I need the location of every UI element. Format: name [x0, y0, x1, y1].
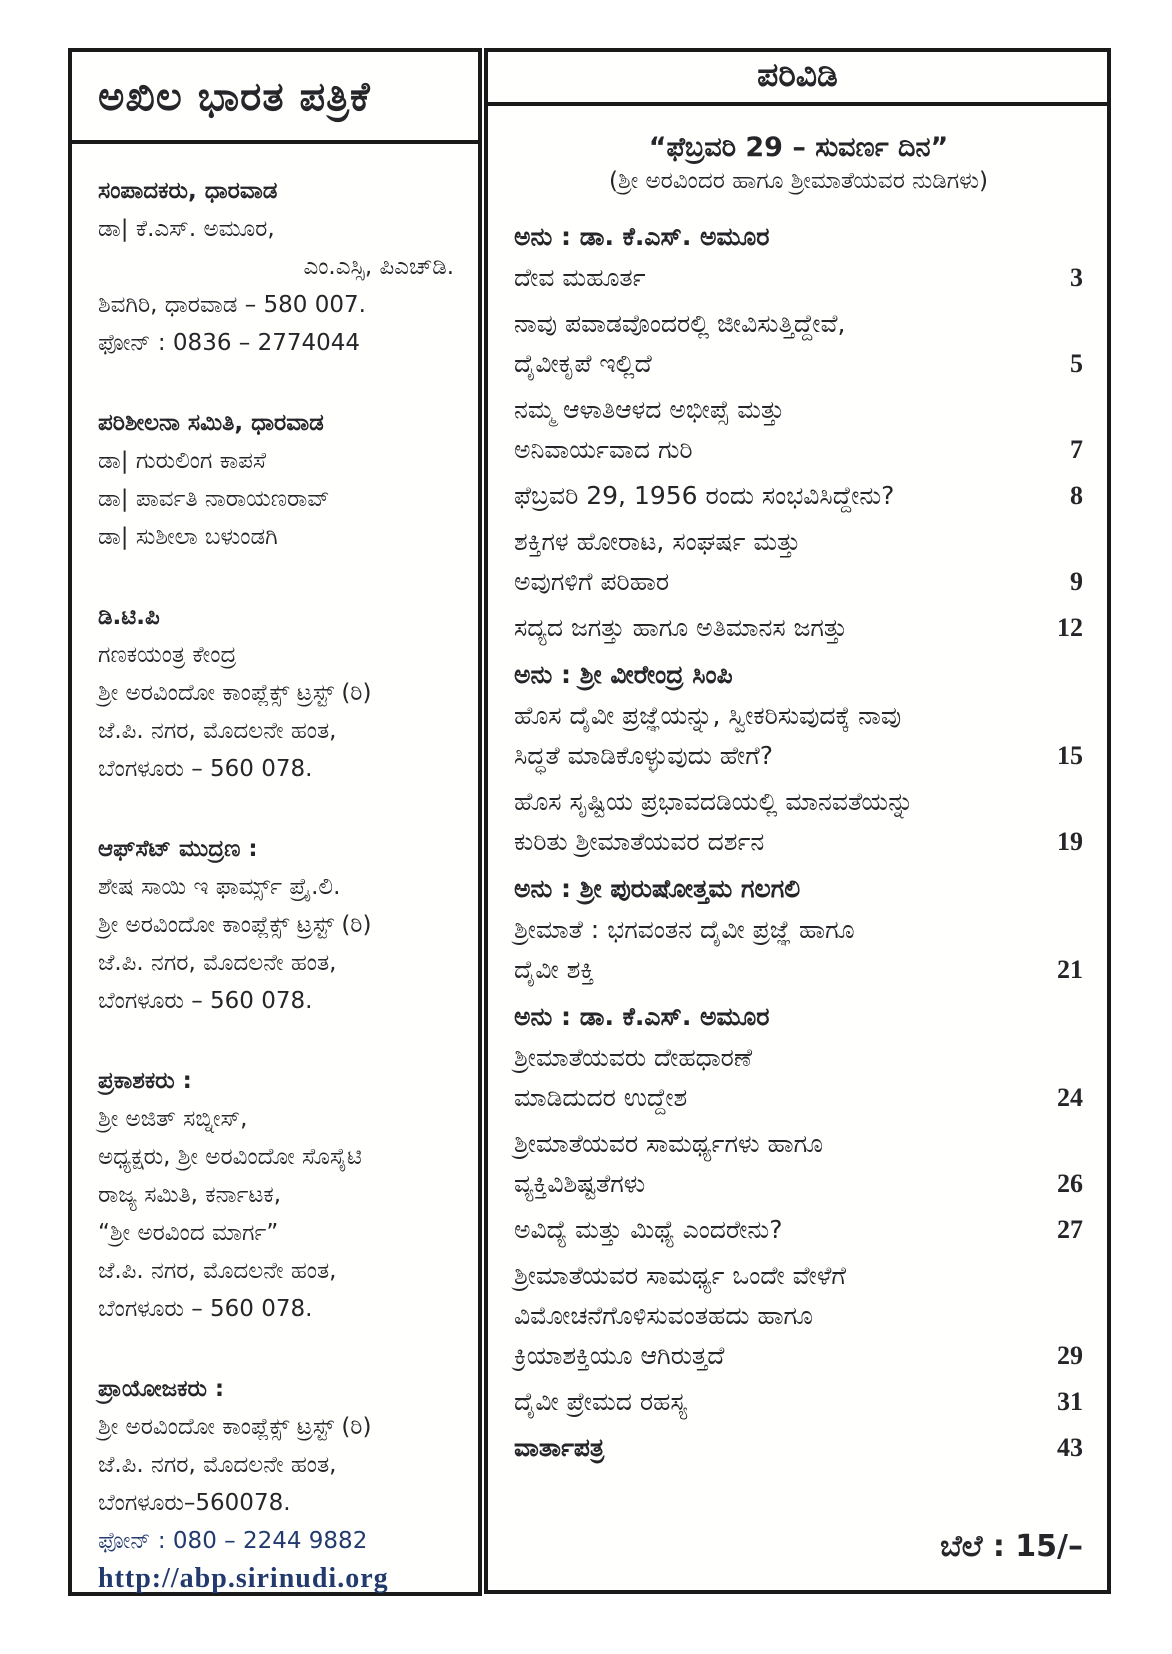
toc-author-heading: ಅನು : ಶ್ರೀ ಪುರುಷೋತ್ತಮ ಗಲಗಲಿ [514, 874, 801, 903]
toc-entry-line [514, 822, 1083, 862]
publisher-info-line: ಗಣಕಯಂತ್ರ ಕೇಂದ್ರ [98, 642, 237, 668]
toc-entry-line [514, 1382, 1083, 1422]
magazine-title: ಅಖಿಲ ಭಾರತ ಪತ್ರಿಕೆ [72, 52, 478, 144]
publisher-info-line: ಡಿ.ಟಿ.ಪಿ [98, 604, 160, 630]
toc-entry-line [514, 1078, 1083, 1118]
toc-entry-line [514, 522, 1083, 562]
toc-entry-title: ಹೊಸ ದೈವೀ ಪ್ರಜ್ಞೆಯನ್ನು, ಸ್ವೀಕರಿಸುವುದಕ್ಕೆ ನಾವು [514, 701, 902, 730]
toc-entry-page-number: 5 [1070, 349, 1083, 378]
publisher-info-line: ಜೆ.ಪಿ. ನಗರ, ಮೊದಲನೇ ಹಂತ, [98, 1258, 337, 1284]
publisher-info-body [72, 144, 478, 1598]
toc-entry-page-number: 43 [1057, 1433, 1083, 1462]
toc-entry [514, 696, 1083, 776]
toc-entry-page-number: 7 [1070, 435, 1083, 464]
toc-entry-page-number: 29 [1057, 1341, 1083, 1370]
toc-entry-title: ಕುರಿತು ಶ್ರೀಮಾತೆಯವರ ದರ್ಶನ [514, 827, 765, 856]
publisher-info-line: ಬೆಂಗಳೂರು–560078. [98, 1490, 291, 1516]
toc-entry-title: ಮಾಡಿದುದರ ಉದ್ದೇಶ [514, 1083, 688, 1112]
publisher-info-line: ಬೆಂಗಳೂರು – 560 078. [98, 756, 313, 782]
toc-entry-title: ಅನಿವಾರ್ಯವಾದ ಗುರಿ [514, 435, 693, 464]
toc-entry [514, 910, 1083, 990]
publisher-info-line: ಶ್ರೀ ಅರವಿಂದೋ ಕಾಂಪ್ಲೆಕ್ಸ್ ಟ್ರಸ್ಟ್ (ರಿ) [98, 680, 372, 706]
toc-entry-title: ನಮ್ಮ ಆಳಾತಿಆಳದ ಅಭೀಪ್ಸೆ ಮತ್ತು [514, 395, 785, 424]
toc-entry-line [514, 782, 1083, 822]
publisher-info-line: ಡಾ| ಕೆ.ಎಸ್. ಅಮೂರ, [98, 216, 275, 242]
toc-entry-title: ಹೊಸ ಸೃಷ್ಟಿಯ ಪ್ರಭಾವದಡಿಯಲ್ಲಿ ಮಾನವತೆಯನ್ನು [514, 787, 914, 816]
toc-author-heading: ಅನು : ಶ್ರೀ ವೀರೇಂದ್ರ ಸಿಂಪಿ [514, 660, 733, 689]
toc-entry-line [514, 476, 1083, 516]
toc-entry [514, 1038, 1083, 1118]
publisher-info-line: ಪ್ರಕಾಶಕರು : [98, 1068, 192, 1094]
toc-entry [514, 782, 1083, 862]
publisher-info-line: ಶ್ರೀ ಅರವಿಂದೋ ಕಾಂಪ್ಲೆಕ್ಸ್ ಟ್ರಸ್ಟ್ (ರಿ) [98, 1414, 372, 1440]
toc-list [514, 210, 1083, 1474]
publisher-info-line: ಡಾ| ಪಾರ್ವತಿ ನಾರಾಯಣರಾವ್ [98, 486, 330, 512]
toc-entry-title: ವಾರ್ತಾಪತ್ರ [514, 1433, 605, 1462]
publisher-info-line: ಬೆಂಗಳೂರು – 560 078. [98, 988, 313, 1014]
toc-entry-page-number: 26 [1057, 1169, 1083, 1198]
publisher-info-line: ಪ್ರಾಯೋಜಕರು : [98, 1376, 225, 1402]
toc-entry-line [514, 390, 1083, 430]
toc-entry-page-number: 31 [1057, 1387, 1083, 1416]
publisher-info-line: ಡಾ| ಗುರುಲಿಂಗ ಕಾಪಸೆ [98, 448, 267, 474]
toc-entry-title: ದೇವ ಮಹೂರ್ತ [514, 263, 646, 292]
toc-entry-line [514, 1428, 1083, 1468]
contents-panel [484, 48, 1111, 1594]
toc-entry-title: ನಾವು ಪವಾಡವೊಂದರಲ್ಲಿ ಜೀವಿಸುತ್ತಿದ್ದೇವೆ, [514, 309, 846, 338]
toc-entry-title: ಅವುಗಳಿಗೆ ಪರಿಹಾರ [514, 567, 670, 596]
publisher-info-line: “ಶ್ರೀ ಅರವಿಂದ ಮಾರ್ಗ” [98, 1220, 279, 1246]
toc-entry [514, 1382, 1083, 1422]
toc-entry-line [514, 608, 1083, 648]
toc-entry-title: ಶಕ್ತಿಗಳ ಹೋರಾಟ, ಸಂಘರ್ಷ ಮತ್ತು [514, 527, 801, 556]
toc-entry-title: ಕ್ರಿಯಾಶಕ್ತಿಯೂ ಆಗಿರುತ್ತದೆ [514, 1341, 725, 1370]
publisher-info-line: ಅಧ್ಯಕ್ಷರು, ಶ್ರೀ ಅರವಿಂದೋ ಸೊಸೈಟಿ [98, 1144, 362, 1170]
toc-entry-line [514, 1164, 1083, 1204]
toc-entry-line [514, 1124, 1083, 1164]
toc-entry-title: ವಿಮೋಚನೆಗೊಳಿಸುವಂತಹದು ಹಾಗೂ [514, 1301, 813, 1330]
toc-entry-title: ಶ್ರೀಮಾತೆಯವರು ದೇಹಧಾರಣೆ [514, 1043, 753, 1072]
toc-entry [514, 258, 1083, 298]
publisher-info-line: ಜೆ.ಪಿ. ನಗರ, ಮೊದಲನೇ ಹಂತ, [98, 950, 337, 976]
toc-entry-page-number: 9 [1070, 567, 1083, 596]
toc-entry-title: ವ್ಯಕ್ತಿವಿಶಿಷ್ಟತೆಗಳು [514, 1169, 646, 1198]
publisher-info-line: ಪರಿಶೀಲನಾ ಸಮಿತಿ, ಧಾರವಾಡ [98, 410, 324, 436]
price-label: ಬೆಲೆ : 15/– [940, 1529, 1083, 1564]
toc-entry-page-number: 3 [1070, 263, 1083, 292]
publisher-info-line: ಆಫ್‌ಸೆಟ್ ಮುದ್ರಣ : [98, 836, 258, 862]
toc-entry-line [514, 1256, 1083, 1296]
contents-heading: ಪರಿವಿಡಿ [488, 52, 1107, 106]
toc-entry-line [514, 696, 1083, 736]
toc-entry-line [514, 910, 1083, 950]
issue-subtitle: (ಶ್ರೀ ಅರವಿಂದರ ಹಾಗೂ ಶ್ರೀಮಾತೆಯವರ ನುಡಿಗಳು) [609, 168, 988, 194]
toc-entry-line [514, 258, 1083, 298]
publisher-info-line: ಜೆ.ಪಿ. ನಗರ, ಮೊದಲನೇ ಹಂತ, [98, 718, 337, 744]
toc-entry-title: ಅವಿದ್ಯೆ ಮತ್ತು ಮಿಥ್ಯೆ ಎಂದರೇನು? [514, 1215, 783, 1244]
toc-entry [514, 390, 1083, 470]
publisher-info-line: ಡಾ| ಸುಶೀಲಾ ಬಳುಂಡಗಿ [98, 524, 278, 550]
toc-entry-page-number: 19 [1057, 827, 1083, 856]
toc-entry [514, 608, 1083, 648]
toc-entry-title: ಸದ್ಯದ ಜಗತ್ತು ಹಾಗೂ ಅತಿಮಾನಸ ಜಗತ್ತು [514, 613, 848, 642]
toc-entry-title: ದೈವೀ ಶಕ್ತಿ [514, 955, 595, 984]
toc-entry-title: ದೈವೀಕೃಪೆ ಇಲ್ಲಿದೆ [514, 349, 652, 378]
toc-author-heading: ಅನು : ಡಾ. ಕೆ.ಎಸ್. ಅಮೂರ [514, 222, 770, 251]
publisher-info-line: ಶ್ರೀ ಅಜಿತ್ ಸಬ್ನೀಸ್, [98, 1106, 248, 1132]
toc-entry-title: ಶ್ರೀಮಾತೆಯವರ ಸಾಮರ್ಥ್ಯಗಳು ಹಾಗೂ [514, 1129, 824, 1158]
publisher-info-line: ಫೋನ್ : 0836 – 2774044 [98, 330, 361, 356]
publisher-info-panel [68, 48, 482, 1596]
toc-entry-page-number: 15 [1057, 741, 1083, 770]
issue-title: “ಫೆಬ್ರವರಿ 29 – ಸುವರ್ಣ ದಿನ” [648, 132, 949, 163]
toc-author-heading: ಅನು : ಡಾ. ಕೆ.ಎಸ್. ಅಮೂರ [514, 1002, 770, 1031]
toc-entry [514, 1124, 1083, 1204]
publisher-info-line: ಫೋನ್ : 080 – 2244 9882 [98, 1528, 368, 1554]
toc-entry [514, 522, 1083, 602]
toc-entry-page-number: 8 [1070, 481, 1083, 510]
contents-body [488, 106, 1107, 1590]
publisher-info-line: ರಾಜ್ಯ ಸಮಿತಿ, ಕರ್ನಾಟಕ, [98, 1182, 282, 1208]
toc-entry-line [514, 344, 1083, 384]
publisher-info-line: ಜೆ.ಪಿ. ನಗರ, ಮೊದಲನೇ ಹಂತ, [98, 1452, 337, 1478]
publisher-info-line: ಶೇಷ ಸಾಯಿ ಇ ಫಾರ್ಮ್ಸ್ ಪ್ರೈ.ಲಿ. [98, 874, 341, 900]
toc-entry-title: ಶ್ರೀಮಾತೆಯವರ ಸಾಮರ್ಥ್ಯ ಒಂದೇ ವೇಳೆಗೆ [514, 1261, 846, 1290]
publisher-info-line: http://abp.sirinudi.org [98, 1563, 389, 1594]
toc-entry [514, 1210, 1083, 1250]
toc-entry [514, 476, 1083, 516]
toc-entry [514, 1256, 1083, 1376]
toc-entry-title: ದೈವೀ ಪ್ರೇಮದ ರಹಸ್ಯ [514, 1387, 688, 1416]
toc-entry-page-number: 21 [1057, 955, 1083, 984]
publisher-info-line: ಶ್ರೀ ಅರವಿಂದೋ ಕಾಂಪ್ಲೆಕ್ಸ್ ಟ್ರಸ್ಟ್ (ರಿ) [98, 912, 372, 938]
toc-entry-line [514, 1038, 1083, 1078]
toc-entry-line [514, 950, 1083, 990]
toc-entry-line [514, 430, 1083, 470]
toc-entry-page-number: 12 [1057, 613, 1083, 642]
toc-entry-title: ಸಿದ್ಧತೆ ಮಾಡಿಕೊಳ್ಳುವುದು ಹೇಗೆ? [514, 741, 774, 770]
toc-entry-line [514, 1296, 1083, 1336]
toc-entry-title: ಫೆಬ್ರವರಿ 29, 1956 ರಂದು ಸಂಭವಿಸಿದ್ದೇನು? [514, 481, 895, 510]
toc-entry-line [514, 1336, 1083, 1376]
publisher-info-line: ಸಂಪಾದಕರು, ಧಾರವಾಡ [98, 178, 278, 204]
toc-entry-page-number: 24 [1057, 1083, 1083, 1112]
toc-entry-title: ಶ್ರೀಮಾತೆ : ಭಗವಂತನ ದೈವೀ ಪ್ರಜ್ಞೆ ಹಾಗೂ [514, 915, 855, 944]
toc-entry-line [514, 304, 1083, 344]
toc-entry-line [514, 562, 1083, 602]
publisher-info-line: ಶಿವಗಿರಿ, ಧಾರವಾಡ – 580 007. [98, 292, 366, 318]
publisher-info-line: ಬೆಂಗಳೂರು – 560 078. [98, 1296, 313, 1322]
publisher-info-line: ಎಂ.ಎಸ್ಸಿ, ಪಿಎಚ್‌ಡಿ. [303, 254, 454, 280]
toc-entry-line [514, 1210, 1083, 1250]
toc-entry [514, 304, 1083, 384]
toc-entry-line [514, 736, 1083, 776]
toc-entry [514, 1428, 1083, 1468]
toc-entry-page-number: 27 [1057, 1215, 1083, 1244]
